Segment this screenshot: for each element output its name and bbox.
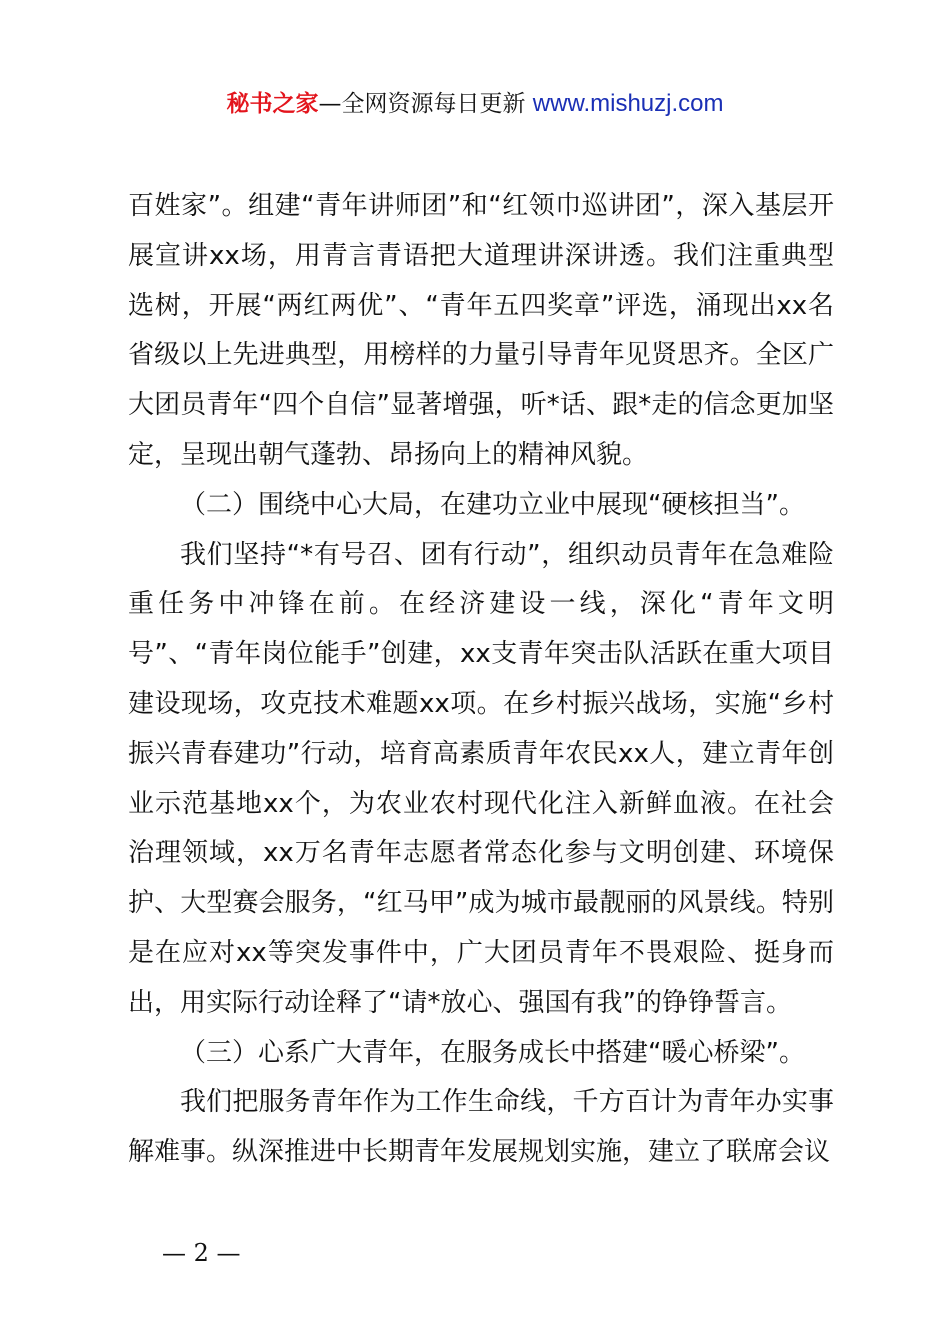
section-heading-2: （二）围绕中心大局，在建功立业中展现“硬核担当”。 [180, 489, 805, 520]
body-paragraph: 我们坚持“*有号召、团有行动”，组织动员青年在急难险重任务中冲锋在前。在经济建设一线，深化“青年文明号”、“青年岗位能手”创建，xx支青年突击队活跃在重大项目建设现场，攻克技术难题xx项。在乡村振兴战场，实施“乡村振兴青春建功”行动，培育高素质青年农民xx人，建立青年创业示范基地xx个，为农业农村现代化注入新鲜血液。在社会治理领域，xx万名青年志愿者常态化参与文明创建、环境保护、大型赛会服务，“红马甲”成为城市最靓丽的风景线。特别是在应对xx等突发事件中，广大团员青年不畏艰险、挺身而出，用实际行动诠释了“请*放心、强国有我”的铮铮誓言。 [128, 539, 834, 1018]
section-heading-3: （三）心系广大青年，在服务成长中搭建“暖心桥梁”。 [180, 1037, 805, 1068]
body-paragraph: 百姓家”。组建“青年讲师团”和“红领巾巡讲团”，深入基层开展宣讲xx场，用青言青语把大道理讲深讲透。我们注重典型选树，开展“两红两优”、“青年五四奖章”评选，涌现出xx名省级以上先进典型，用榜样的力量引导青年见贤思齐。全区广大团员青年“四个自信”显著增强，听*话、跟*走的信念更加坚定，呈现出朝气蓬勃、昂扬向上的精神风貌。 [128, 191, 834, 470]
site-url-link[interactable]: www.mishuzj.com [532, 90, 724, 117]
document-body [128, 182, 834, 1178]
site-tagline: —全网资源每日更新 [318, 91, 526, 117]
site-header [0, 86, 950, 122]
body-paragraph: 我们把服务青年作为工作生命线，千方百计为青年办实事解难事。纵深推进中长期青年发展规划实施，建立了联席会议 [128, 1087, 834, 1168]
page-number: — 2 — [162, 1239, 241, 1267]
site-brand: 秘书之家 [226, 91, 319, 117]
